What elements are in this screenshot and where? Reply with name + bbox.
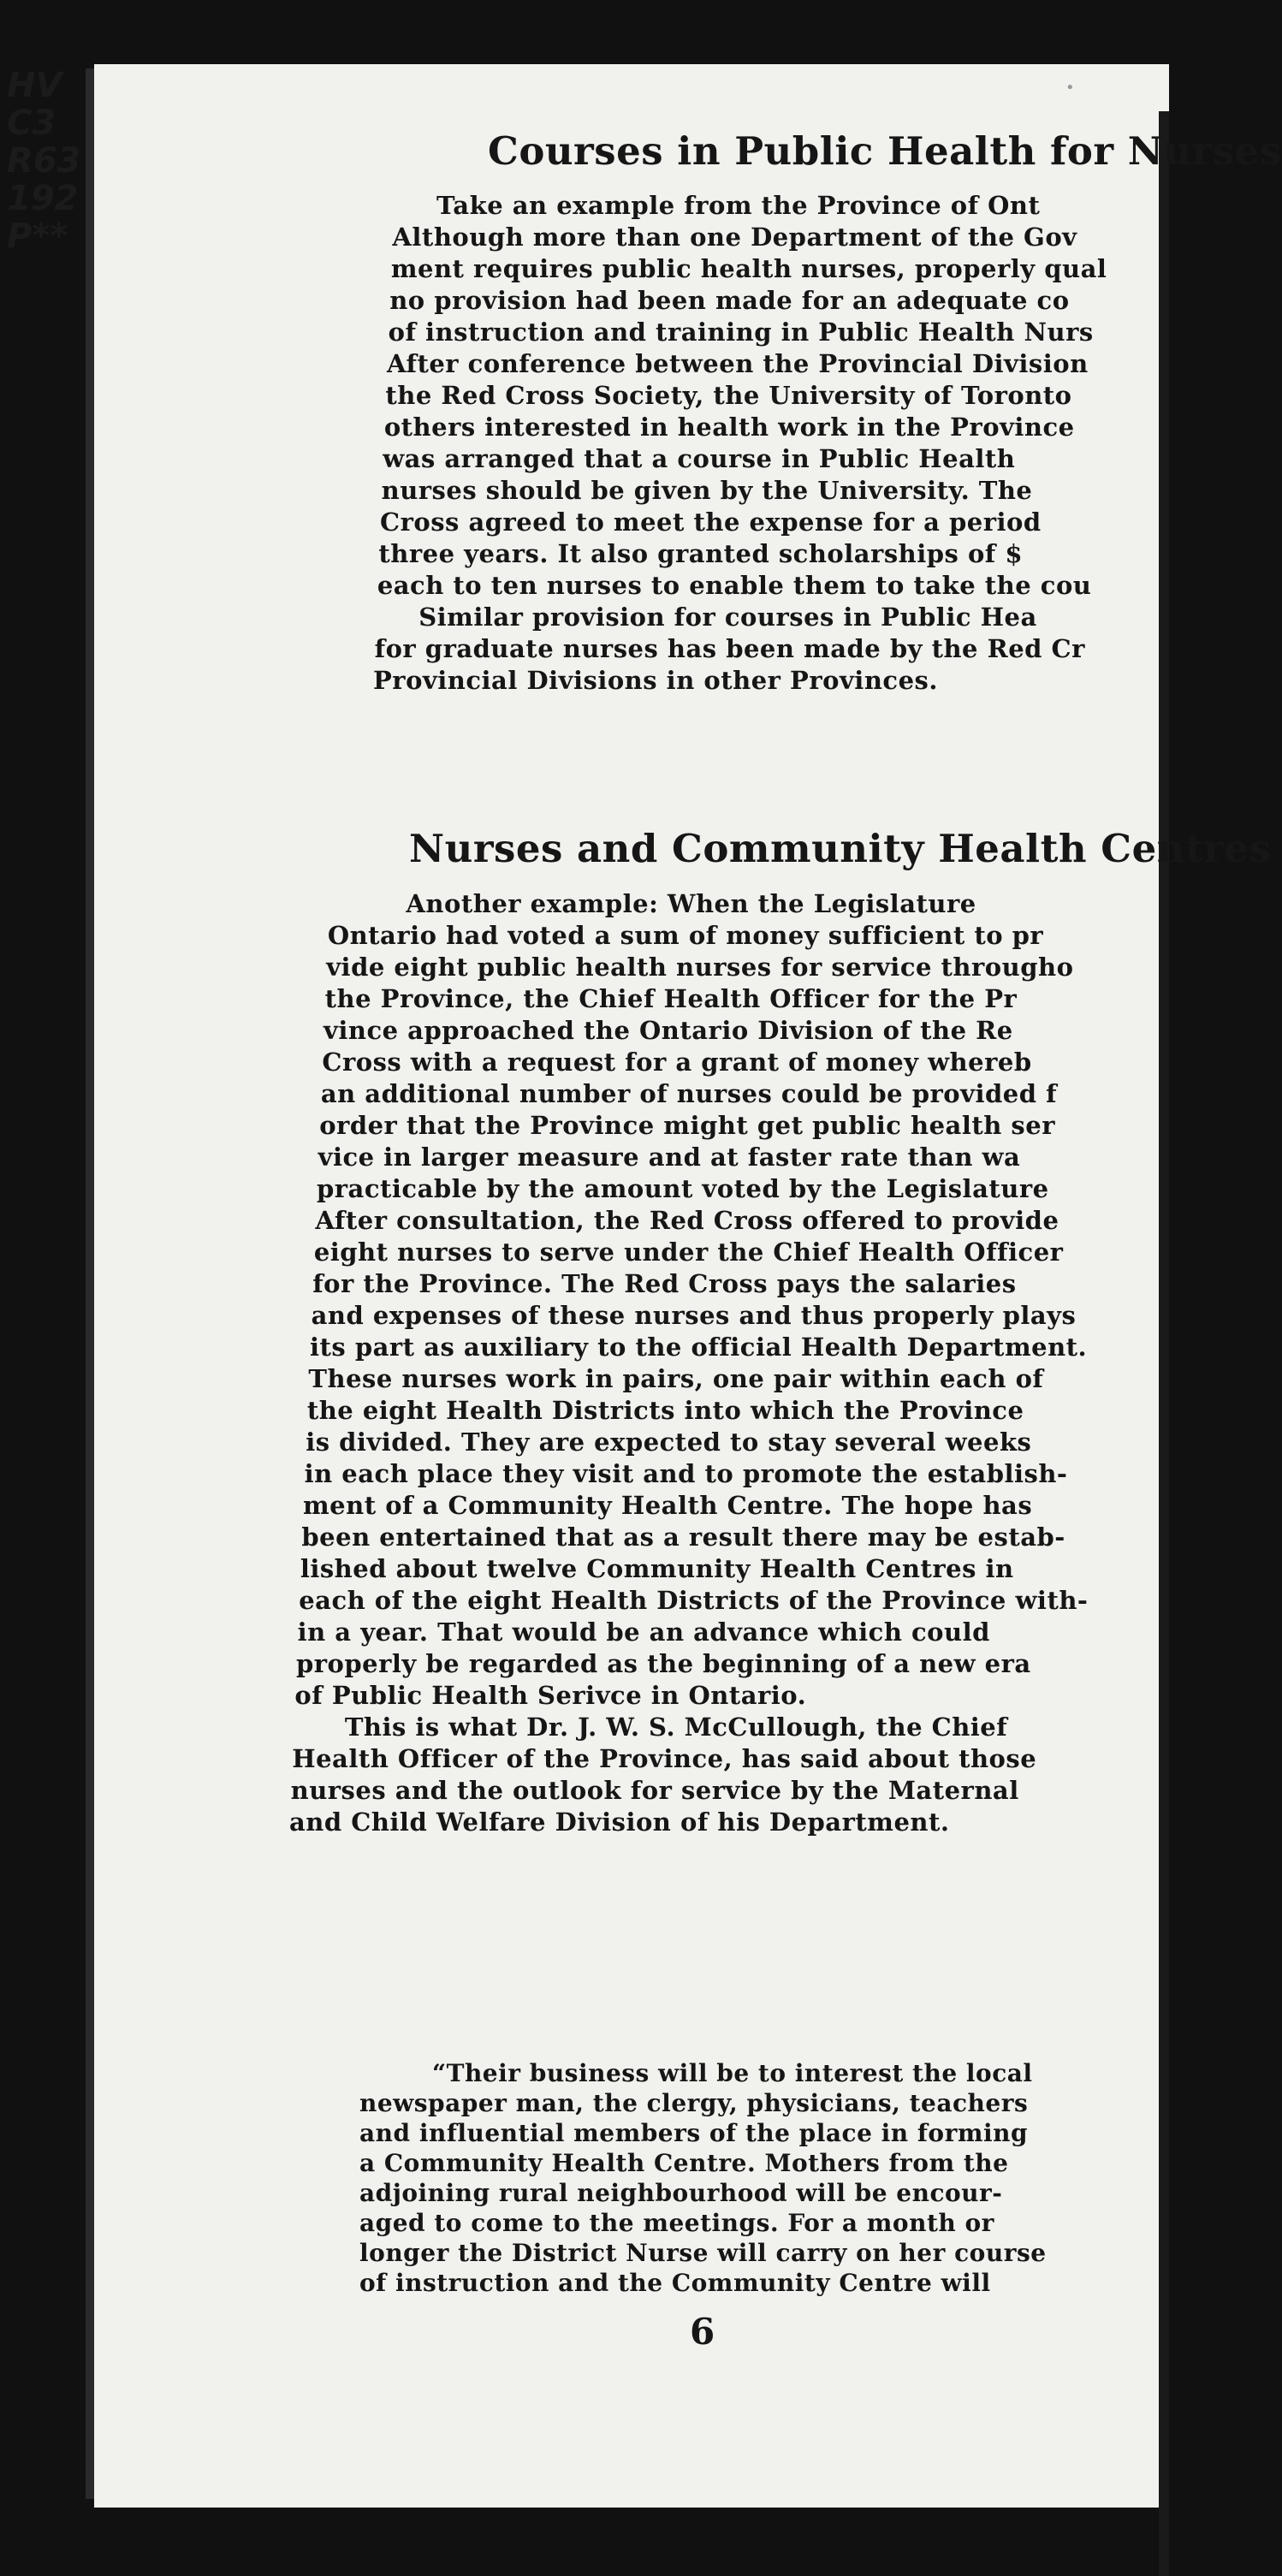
text-line: vice in larger measure and at faster rate than wa (318, 1143, 1021, 1172)
text-line: nurses and the outlook for service by the Maternal (290, 1776, 1019, 1805)
text-line: no provision had been made for an adequate co (389, 286, 1070, 315)
text-line: After consultation, the Red Cross offered to provide (315, 1206, 1059, 1235)
text-line: vide eight public health nurses for service througho (326, 953, 1074, 982)
text-line: of instruction and the Community Centre will (359, 2269, 991, 2297)
text-line: aged to come to the meetings. For a month or (359, 2209, 994, 2237)
text-line: ment requires public health nurses, properly qual (390, 254, 1107, 283)
text-line: vince approached the Ontario Division of the Re (323, 1016, 1013, 1045)
library-call-number (7, 67, 101, 255)
text-line: Provincial Divisions in other Provinces. (373, 666, 938, 695)
section-nurses-body (289, 888, 1172, 1838)
text-line: of Public Health Serivce in Ontario. (294, 1681, 807, 1710)
text-line: for the Province. The Red Cross pays the salaries (312, 1269, 1017, 1298)
text-line: three years. It also granted scholarships of $ (378, 539, 1024, 568)
text-line: and expenses of these nurses and thus properly plays (311, 1301, 1077, 1330)
text-line: and influential members of the place in forming (359, 2119, 1029, 2147)
text-line: properly be regarded as the beginning of a new era (296, 1649, 1031, 1678)
text-line: for graduate nurses has been made by the Red Cr (374, 634, 1085, 663)
text-line: the Province, the Chief Health Officer for the Pr (324, 984, 1018, 1013)
scan-mark: • (1065, 79, 1075, 97)
text-line: Take an example from the Province of Ont (436, 191, 1041, 220)
text-line: and Child Welfare Division of his Department. (289, 1807, 950, 1837)
text-line: Although more than one Department of the Gov (392, 223, 1077, 252)
quote-block (359, 2058, 1147, 2298)
text-line: After conference between the Provincial Division (387, 349, 1089, 378)
text-line: each to ten nurses to enable them to take the cou (377, 571, 1092, 600)
text-line: newspaper man, the clergy, physicians, teachers (359, 2089, 1029, 2117)
text-line: others interested in health work in the Province (383, 413, 1075, 442)
section-courses (488, 128, 1282, 174)
text-line: each of the eight Health Districts of the Province with- (299, 1586, 1089, 1615)
text-line: been entertained that as a result there may be estab- (301, 1522, 1065, 1552)
text-line: of instruction and training in Public Health Nurs (388, 318, 1094, 347)
text-line: the Red Cross Society, the University of Toronto (385, 381, 1072, 410)
text-line: lished about twelve Community Health Centres in (300, 1554, 1014, 1583)
call-number-line: 192 (7, 179, 79, 218)
call-number-line: C3 (7, 104, 56, 143)
page-number: 6 (690, 2311, 715, 2353)
text-line: an additional number of nurses could be provided f (320, 1079, 1058, 1108)
text-line: Similar provision for courses in Public Hea (418, 602, 1037, 632)
text-line: the eight Health Districts into which the Province (306, 1396, 1024, 1425)
text-line: is divided. They are expected to stay several weeks (306, 1427, 1032, 1457)
section-title: Nurses and Community Health Centres (409, 826, 1272, 871)
text-line: longer the District Nurse will carry on her course (359, 2239, 1047, 2267)
text-line: in each place they visit and to promote the establish- (304, 1459, 1068, 1488)
call-number-line: P** (7, 217, 68, 256)
text-line: adjoining rural neighbourhood will be encour- (359, 2179, 1003, 2207)
text-line: order that the Province might get public health ser (319, 1111, 1055, 1140)
text-line: This is what Dr. J. W. S. McCullough, the Chief (344, 1712, 1008, 1742)
text-line: Ontario had voted a sum of money sufficient to pr (327, 921, 1044, 950)
text-line: nurses should be given by the University. The (381, 476, 1033, 505)
text-line: Another example: When the Legislature (406, 889, 976, 918)
text-line: was arranged that a course in Public Health (383, 444, 1016, 473)
text-line: a Community Health Centre. Mothers from the (359, 2149, 1009, 2177)
call-number-line: HV (7, 66, 62, 105)
text-line: These nurses work in pairs, one pair within each of (308, 1364, 1044, 1393)
text-line: in a year. That would be an advance which could (297, 1617, 990, 1647)
text-line: Health Officer of the Province, has said about those (292, 1744, 1037, 1773)
section-nurses (409, 826, 1271, 871)
section-title: Courses in Public Health for Nurses (488, 128, 1282, 174)
text-line: Cross agreed to meet the expense for a period (380, 507, 1042, 537)
section-courses-body (373, 190, 1164, 697)
text-line: its part as auxiliary to the official Health Department. (310, 1333, 1088, 1362)
call-number-line: R63 (7, 141, 81, 181)
text-line: Cross with a request for a grant of money whereb (322, 1048, 1032, 1077)
text-line: ment of a Community Health Centre. The hope has (303, 1491, 1033, 1520)
text-line: “Their business will be to interest the local (432, 2059, 1033, 2087)
text-line: eight nurses to serve under the Chief Health Officer (313, 1238, 1064, 1267)
text-line: practicable by the amount voted by the Legislature (317, 1174, 1049, 1203)
